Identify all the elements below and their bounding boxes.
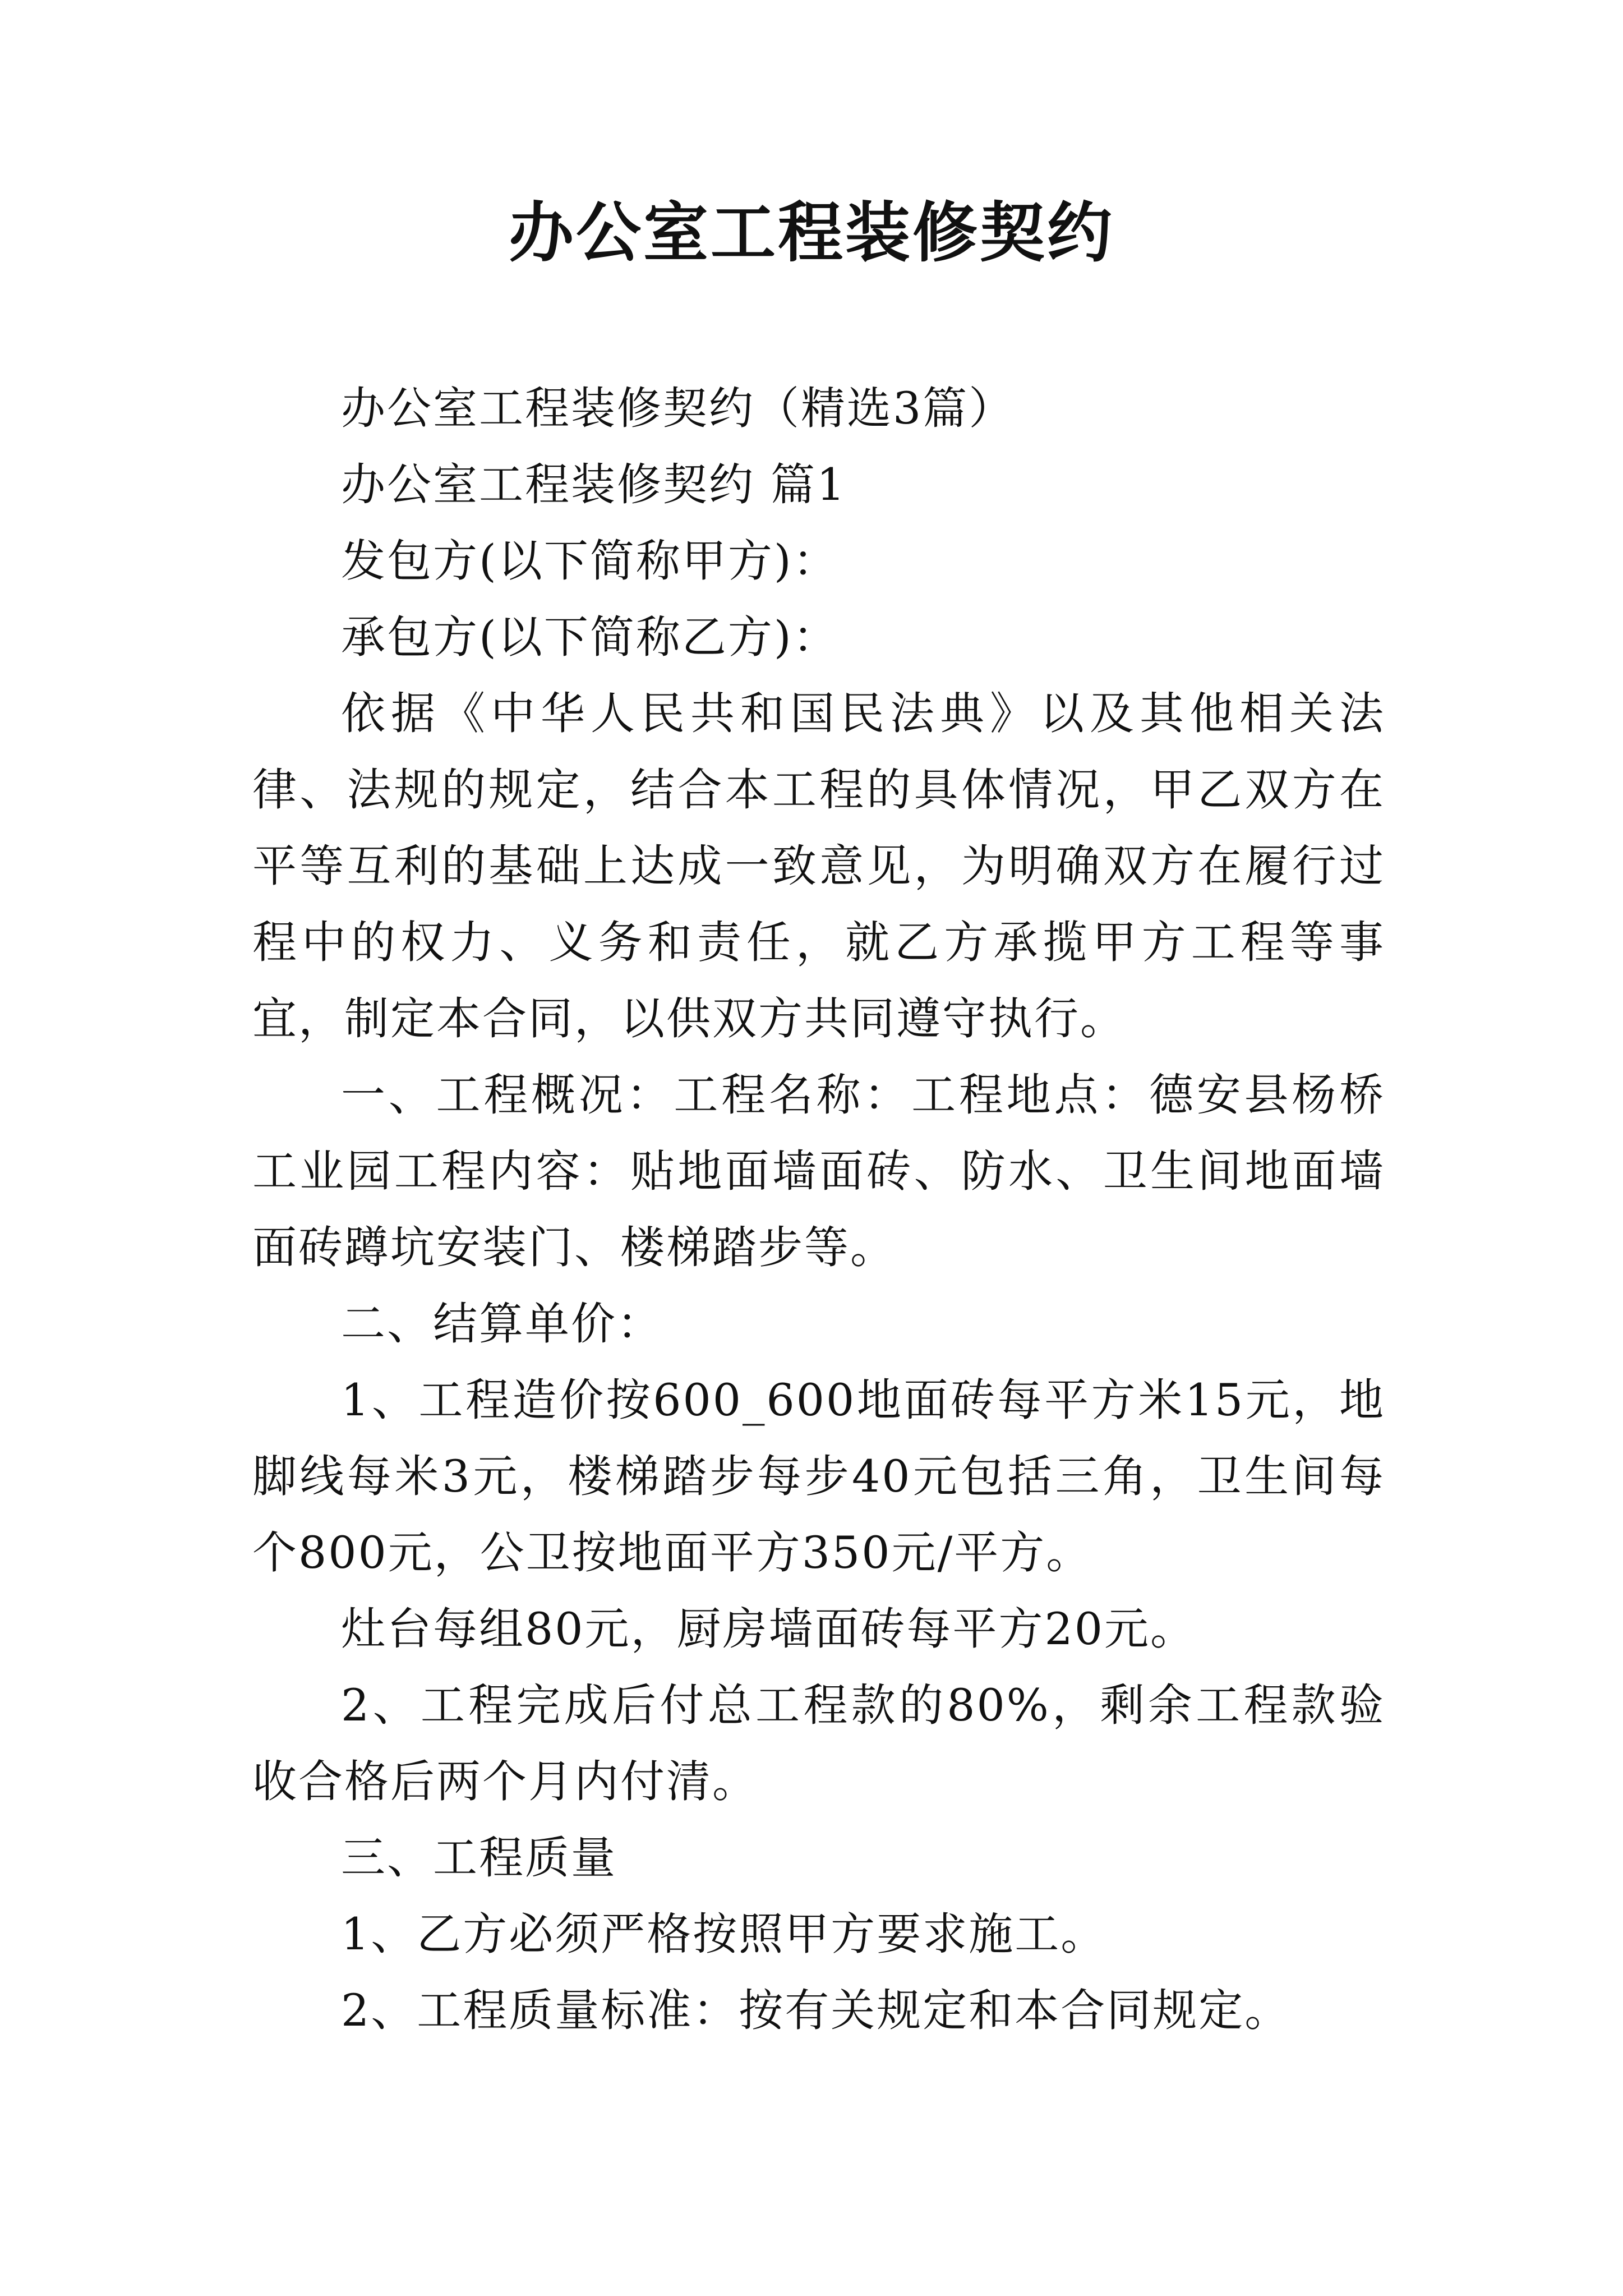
paragraph-quality-heading: 三、工程质量: [341, 1832, 617, 1884]
paragraph-quality-1: 1、乙方必须严格按照甲方要求施工。: [341, 1908, 1107, 1960]
paragraph-preamble: 依据《中华人民共和国民法典》以及其他相关法律、法规的规定，结合本工程的具体情况，甲乙双方在平等互利的基础上达成一致意见，为明确双方在履行过程中的权力、义务和责任，就乙方承揽甲方工程等事宜，制定本合同，以供双方共同遵守执行。: [252, 688, 1385, 1045]
paragraph-unit-price-heading: 二、结算单价：: [341, 1298, 663, 1350]
paragraph-unit-price-1: 1、工程造价按600_600地面砖每平方米15元，地脚线每米3元，楼梯踏步每步40元包括三角，卫生间每个800元，公卫按地面平方350元/平方。: [252, 1374, 1385, 1579]
paragraph-party-a: 发包方(以下简称甲方)：: [341, 535, 839, 587]
paragraph-section-heading: 办公室工程装修契约 篇1: [341, 459, 847, 510]
paragraph-project-overview: 一、工程概况：工程名称：工程地点：德安县杨桥工业园工程内容：贴地面墙面砖、防水、卫生间地面墙面砖蹲坑安装门、楼梯踏步等。: [252, 1069, 1385, 1273]
document-body: [252, 370, 1385, 2049]
paragraph-subtitle: 办公室工程装修契约（精选3篇）: [341, 383, 1015, 434]
paragraph-party-b: 承包方(以下简称乙方)：: [341, 611, 839, 663]
paragraph-quality-2: 2、工程质量标准：按有关规定和本合同规定。: [341, 1985, 1291, 2036]
document-title: 办公室工程装修契约: [509, 195, 1114, 271]
paragraph-payment: 2、工程完成后付总工程款的80%，剩余工程款验收合格后两个月内付清。: [252, 1680, 1385, 1807]
paragraph-unit-price-2: 灶台每组80元，厨房墙面砖每平方20元。: [341, 1603, 1197, 1655]
